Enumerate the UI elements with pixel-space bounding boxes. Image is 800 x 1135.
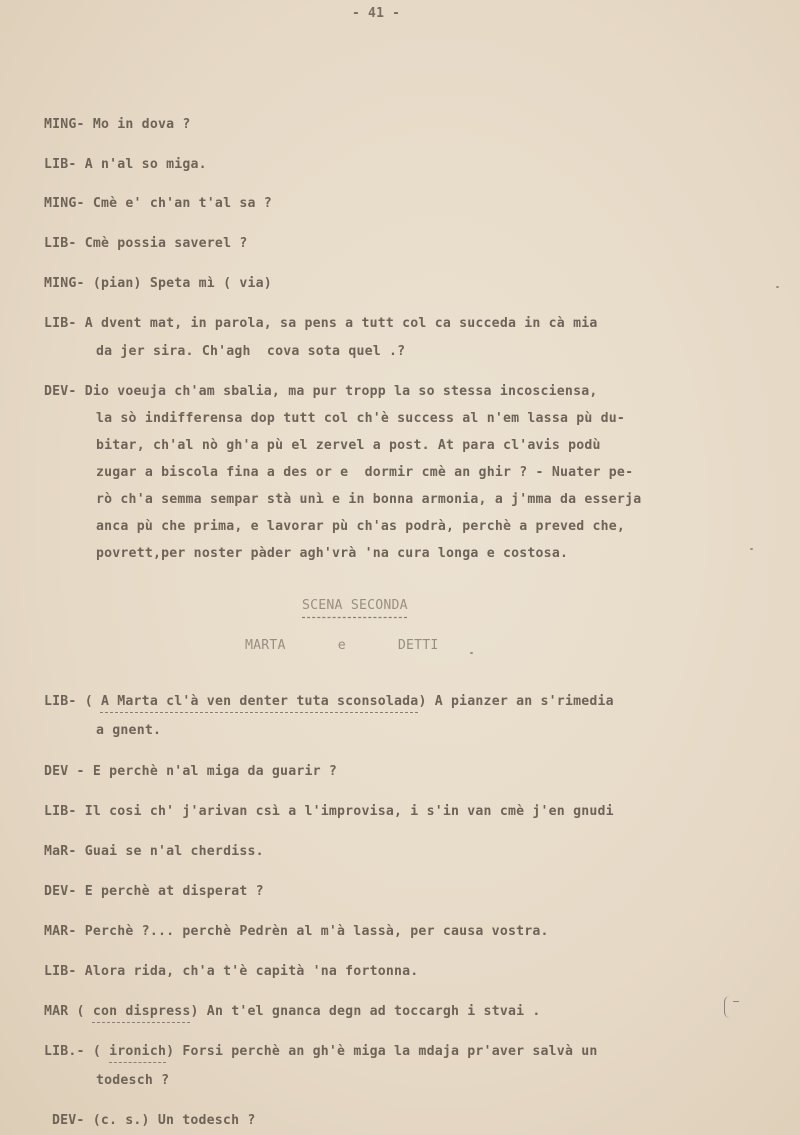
- scene-character: DETTI: [397, 638, 439, 653]
- dialogue-line: [44, 924, 549, 940]
- line-text: Mo in dova ?: [84, 117, 191, 132]
- stage-direction: con dispress: [92, 1004, 191, 1019]
- dialogue-line: [44, 276, 272, 292]
- dialogue-line: [44, 764, 337, 780]
- dialogue-continuation: da jer sira. Ch'agh cova sota quel .?: [96, 344, 406, 359]
- line-text-post: ) A pianzer an s'rimedia: [418, 694, 614, 709]
- line-text-pre: (: [84, 1044, 110, 1059]
- scene-character: MARTA: [245, 638, 286, 653]
- dialogue-continuation: bitar, ch'al nò gh'a pù el zervel a post. At para cl'avis podù: [96, 438, 601, 453]
- dialogue-continuation: rò ch'a semma sempar stà unì e in bonna armonia, a j'mma da esserja: [96, 492, 642, 507]
- line-text: A dvent mat, in parola, sa pens a tutt col ca succeda in cà mia: [76, 316, 598, 331]
- dialogue-line: [44, 844, 264, 860]
- dialogue-line: [44, 236, 248, 252]
- speaker-label: DEV-: [44, 384, 77, 399]
- stage-direction: A Marta cl'à ven denter tuta sconsolada: [100, 694, 419, 709]
- paper-speck: [750, 548, 753, 550]
- pencil-margin-mark: [724, 996, 737, 1018]
- speaker-label: MING-: [44, 276, 85, 291]
- line-text-post: ) Forsi perchè an gh'è miga la mdaja pr'aver salvà un: [166, 1044, 598, 1059]
- page-number: - 41 -: [352, 6, 401, 21]
- dialogue-continuation: anca pù che prima, e lavorar pù ch'as podrà, perchè a preved che,: [96, 519, 626, 534]
- speaker-label: LIB.-: [44, 1044, 85, 1059]
- paper-speck: [470, 652, 473, 654]
- speaker-label: MAR: [44, 1004, 69, 1019]
- line-text: A n'al so miga.: [76, 157, 207, 172]
- dialogue-line: [44, 804, 614, 820]
- dialogue-line: [44, 384, 598, 400]
- speaker-label: DEV-: [44, 884, 77, 899]
- dialogue-line: [52, 1113, 256, 1129]
- dialogue-continuation: a gnent.: [96, 723, 162, 738]
- line-text: E perchè at disperat ?: [76, 884, 264, 899]
- dialogue-continuation: zugar a biscola fina a des or e dormir cmè an ghir ? - Nuater pe-: [96, 465, 634, 480]
- scene-conjunction: e: [337, 638, 346, 653]
- stage-direction: ironich: [109, 1044, 167, 1059]
- dialogue-continuation: povrett,per noster pàder agh'vrà 'na cura longa e costosa.: [96, 546, 569, 561]
- dialogue-line: [44, 196, 272, 212]
- speaker-label: MaR-: [44, 844, 77, 859]
- speaker-label: DEV-: [52, 1113, 85, 1128]
- dialogue-line: [44, 1004, 541, 1020]
- dialogue-line: [44, 117, 191, 133]
- speaker-label: LIB-: [44, 236, 77, 251]
- dialogue-line: [44, 694, 614, 710]
- dialogue-line: [44, 884, 264, 900]
- speaker-label: MING-: [44, 196, 85, 211]
- dialogue-continuation: todesch ?: [96, 1073, 170, 1088]
- scene-characters: [245, 638, 491, 653]
- scene-title: SCENA SECONDA: [302, 598, 408, 613]
- speaker-label: DEV -: [44, 764, 85, 779]
- line-text: (c. s.) Un todesch ?: [84, 1113, 256, 1128]
- line-text: Il cosi ch' j'arivan csì a l'improvisa, i s'in van cmè j'en gnudi: [76, 804, 614, 819]
- speaker-label: LIB-: [44, 316, 77, 331]
- line-text-pre: (: [68, 1004, 93, 1019]
- line-text-post: ) An t'el gnanca degn ad toccargh i stvai .: [190, 1004, 541, 1019]
- dialogue-line: [44, 316, 598, 332]
- paper-speck: [776, 286, 779, 288]
- line-text: Dio voeuja ch'am sbalia, ma pur tropp la so stessa incosciensa,: [76, 384, 598, 399]
- speaker-label: MING-: [44, 117, 85, 132]
- line-text: Alora rida, ch'a t'è capità 'na fortonna.: [76, 964, 419, 979]
- line-text: Perchè ?... perchè Pedrèn al m'à lassà, per causa vostra.: [76, 924, 549, 939]
- speaker-label: MAR-: [44, 924, 77, 939]
- speaker-label: LIB-: [44, 804, 77, 819]
- speaker-label: LIB-: [44, 694, 77, 709]
- line-text: (pian) Speta mì ( via): [84, 276, 272, 291]
- dialogue-line: [44, 1044, 598, 1060]
- line-text-pre: (: [76, 694, 101, 709]
- line-text: Cmè e' ch'an t'al sa ?: [84, 196, 272, 211]
- speaker-label: LIB-: [44, 157, 77, 172]
- dialogue-continuation: la sò indifferensa dop tutt col ch'è success al n'em lassa pù du-: [96, 411, 626, 426]
- line-text: Guai se n'al cherdiss.: [76, 844, 264, 859]
- dialogue-line: [44, 964, 418, 980]
- line-text: E perchè n'al miga da guarir ?: [84, 764, 338, 779]
- dialogue-line: [44, 157, 207, 173]
- line-text: Cmè possia saverel ?: [76, 236, 248, 251]
- speaker-label: LIB-: [44, 964, 77, 979]
